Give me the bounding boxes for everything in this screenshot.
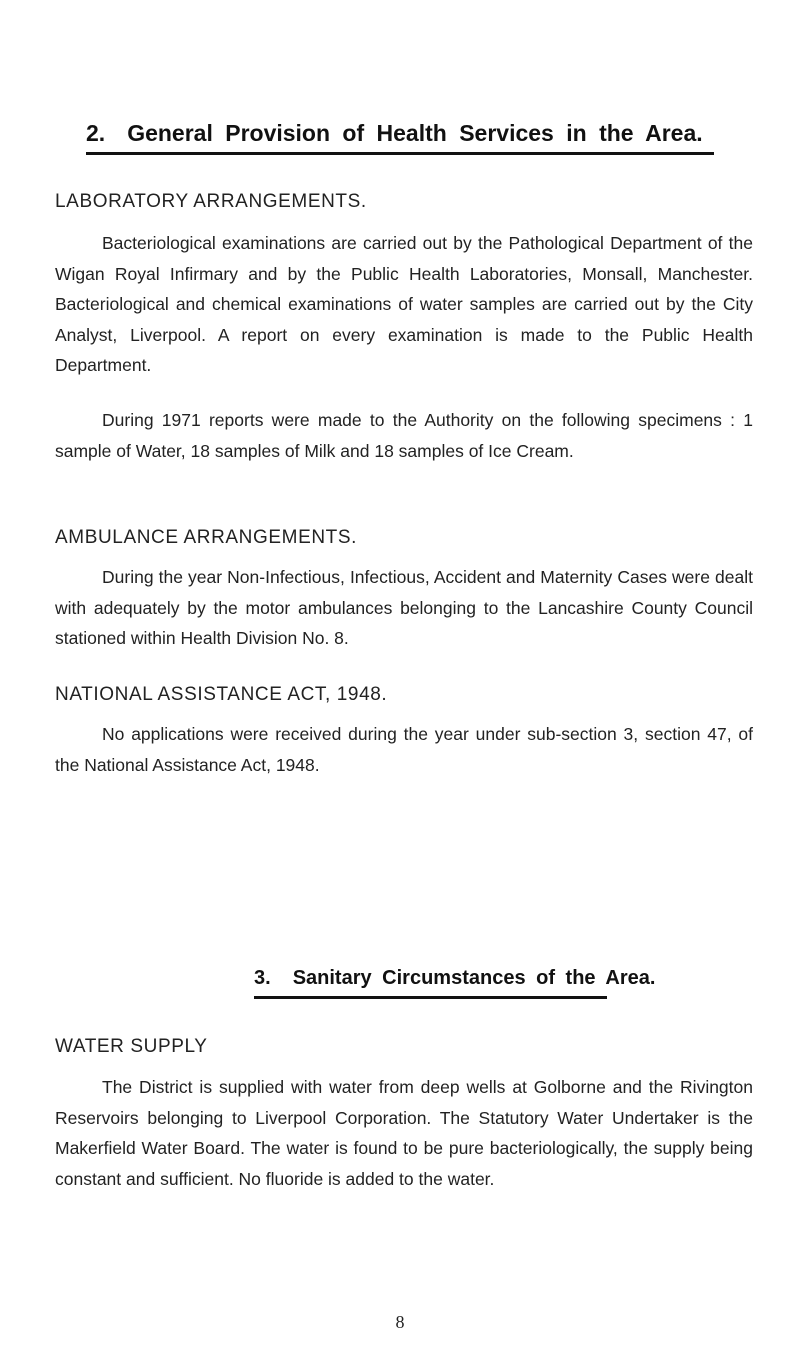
- section-3-title: Sanitary Circumstances of the Area.: [292, 967, 656, 989]
- national-assistance-heading: NATIONAL ASSISTANCE ACT, 1948.: [55, 684, 388, 705]
- section-3-number: 3.: [254, 967, 271, 989]
- section-2-title: General Provision of Health Services in the Area.: [127, 120, 703, 146]
- laboratory-paragraph-1: Bacteriological examinations are carried out by the Pathological Department of the Wigan Royal Infirmary and by the Public Health Laboratories, Monsall, Manchester. Bacteriological and chemical examinations of water samples are carried out by the City Analyst, Liverpool. A report on every examination is made to the Public Health Department.: [55, 233, 753, 375]
- section-2-number: 2.: [86, 120, 106, 146]
- ambulance-heading: AMBULANCE ARRANGEMENTS.: [55, 527, 358, 548]
- page-number: 8: [395, 1312, 405, 1332]
- ambulance-paragraph: During the year Non-Infectious, Infectious, Accident and Maternity Cases were dealt with adequately by the motor ambulances belonging to the Lancashire County Council stationed within Health Division No. 8.: [55, 567, 753, 648]
- section-3-underline: [254, 996, 607, 999]
- laboratory-heading: LABORATORY ARRANGEMENTS.: [55, 191, 367, 212]
- laboratory-paragraph-2: During 1971 reports were made to the Authority on the following specimens : 1 sample of Water, 18 samples of Milk and 18 samples of Ice Cream.: [55, 410, 753, 461]
- section-2-underline: [86, 152, 714, 155]
- section-2-heading: [86, 120, 703, 147]
- water-supply-paragraph: The District is supplied with water from deep wells at Golborne and the Rivington Reservoirs belonging to Liverpool Corporation. The Statutory Water Undertaker is the Makerfield Water Board. The water is found to be pure bacteriologically, the supply being constant and sufficient. No fluoride is added to the water.: [55, 1077, 753, 1189]
- water-supply-heading: WATER SUPPLY: [55, 1036, 208, 1057]
- section-3-heading: [254, 967, 655, 990]
- national-assistance-paragraph: No applications were received during the year under sub-section 3, section 47, of the National Assistance Act, 1948.: [55, 724, 753, 775]
